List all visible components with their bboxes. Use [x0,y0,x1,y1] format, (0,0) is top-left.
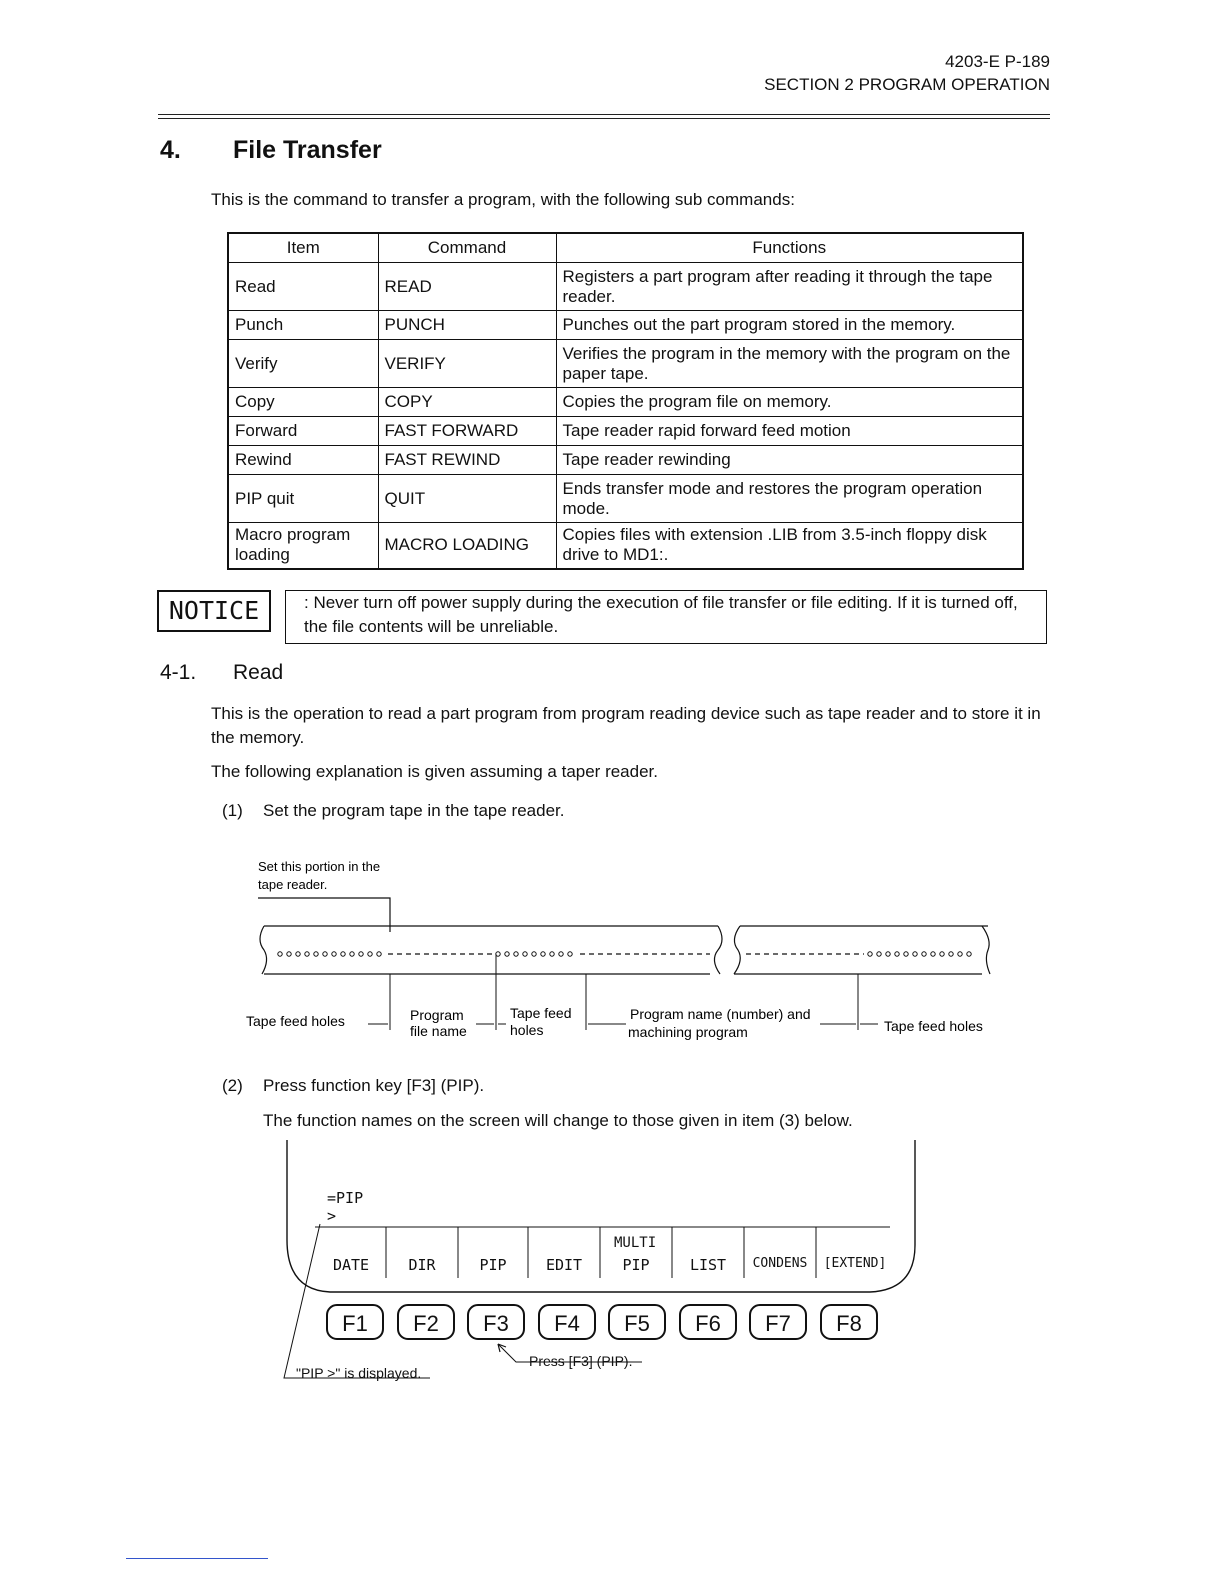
cell-command: FAST REWIND [378,446,556,475]
function-label-f7: CONDENS [752,1256,808,1271]
table-row [228,388,1023,417]
label-program-file-2: file name [410,1023,467,1039]
section-title [160,136,382,165]
cell-command: READ [378,263,556,311]
col-header-command: Command [378,233,556,263]
cell-command: VERIFY [378,340,556,388]
table-row [228,475,1023,523]
f5-key[interactable]: F5 [608,1304,666,1340]
footer-rule [126,1558,268,1559]
function-label-f5: PIP [622,1256,650,1274]
cell-function: Registers a part program after reading it through the tape reader. [556,263,1023,311]
label-program-file-1: Program [410,1007,464,1023]
set-label-line1: Set this portion in the [258,859,381,874]
callout-pip-displayed: "PIP >" is displayed. [296,1365,422,1381]
cell-command: FAST FORWARD [378,417,556,446]
cell-command: QUIT [378,475,556,523]
f7-key[interactable]: F7 [749,1304,807,1340]
table-row [228,523,1023,569]
cell-function: Copies files with extension .LIB from 3.5-inch floppy disk drive to MD1:. [556,523,1023,569]
function-label-f6: LIST [689,1256,727,1274]
cell-function: Tape reader rewinding [556,446,1023,475]
cell-item: Macro program loading [228,523,378,569]
cell-function: Tape reader rapid forward feed motion [556,417,1023,446]
step2-note: The function names on the screen will change to those given in item (3) below. [263,1111,853,1130]
screen-line-prompt: > [327,1207,337,1225]
cell-function: Punches out the part program stored in the memory. [556,311,1023,340]
screen-line-pip: =PIP [327,1189,364,1207]
notice-text: : Never turn off power supply during the execution of file transfer or file editing. If it is turned off, the file contents will be unreliable. [285,590,1047,644]
subsection-para1: This is the operation to read a part program from program reading device such as tape reader and to store it in the memory. [211,704,1041,747]
col-header-item: Item [228,233,378,263]
subsection-number: 4-1. [160,661,197,684]
step1-text: Set the program tape in the tape reader. [263,801,565,820]
cell-function: Ends transfer mode and restores the program operation mode. [556,475,1023,523]
tape-diagram [240,850,1020,1050]
section-header: SECTION 2 PROGRAM OPERATION [764,75,1050,94]
label-program-name-2: machining program [628,1024,748,1040]
cell-item: PIP quit [228,475,378,523]
label-feed-holes-left: Tape feed holes [246,1013,345,1029]
function-label-f2: DIR [408,1256,436,1274]
f3-key[interactable]: F3 [467,1304,525,1340]
table-row [228,263,1023,311]
step2-text: Press function key [F3] (PIP). [263,1076,485,1095]
f6-key[interactable]: F6 [679,1304,737,1340]
section-number: 4. [160,136,181,164]
label-tape-feed-1: Tape feed [510,1005,572,1021]
table-row [228,340,1023,388]
function-label-f1: DATE [332,1256,370,1274]
f2-key[interactable]: F2 [397,1304,455,1340]
cell-command: PUNCH [378,311,556,340]
cell-item: Punch [228,311,378,340]
table-row [228,417,1023,446]
cell-item: Read [228,263,378,311]
page-reference: 4203-E P-189 [945,52,1050,71]
subsection-para2: The following explanation is given assuming a taper reader. [211,762,658,781]
callout-press-f3: Press [F3] (PIP). [529,1353,633,1369]
table-row [228,446,1023,475]
label-tape-feed-2: holes [510,1022,544,1038]
notice-tag: NOTICE [157,590,271,632]
cell-item: Verify [228,340,378,388]
function-label-f3: PIP [479,1256,507,1274]
cell-item: Forward [228,417,378,446]
function-label-multi: MULTI [614,1235,657,1251]
cell-function: Copies the program file on memory. [556,388,1023,417]
cell-item: Copy [228,388,378,417]
header-rule-bottom [158,118,1050,119]
function-label-f4: EDIT [545,1256,583,1274]
set-label-line2: tape reader. [258,877,328,892]
subsection-title: Read [233,661,284,684]
command-table [227,232,1024,570]
cell-command: COPY [378,388,556,417]
label-feed-holes-right: Tape feed holes [884,1018,983,1034]
function-label-f8: [EXTEND] [823,1256,887,1271]
cell-item: Rewind [228,446,378,475]
cell-command: MACRO LOADING [378,523,556,569]
table-header-row [228,233,1023,263]
step2-number: (2) [222,1076,243,1095]
f1-key[interactable]: F1 [326,1304,384,1340]
cell-function: Verifies the program in the memory with the program on the paper tape. [556,340,1023,388]
header-rule-top [158,114,1050,115]
f8-key[interactable]: F8 [820,1304,878,1340]
section-title-text: File Transfer [233,136,382,164]
step1-number: (1) [222,801,243,820]
f4-key[interactable]: F4 [538,1304,596,1340]
col-header-functions: Functions [556,233,1023,263]
section-intro: This is the command to transfer a program, with the following sub commands: [211,190,795,209]
table-row [228,311,1023,340]
label-program-name-1: Program name (number) and [630,1006,811,1022]
